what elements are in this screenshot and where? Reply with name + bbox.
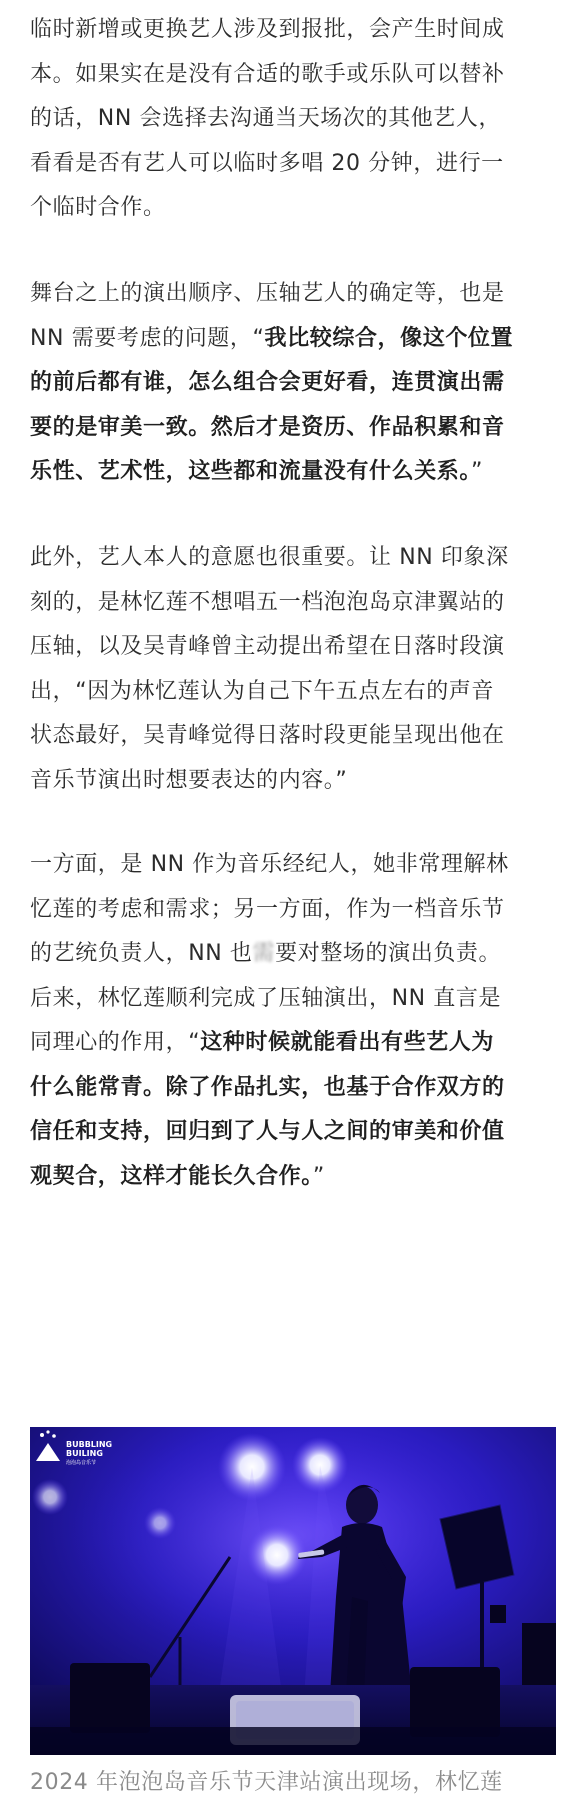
quote-bold: 的前后都有谁，怎么组合会更好看，连贯演出需 [30, 370, 505, 395]
text-line: 个临时合作。 [30, 195, 166, 220]
text-span: 要对整场的演出负责。 [275, 941, 502, 966]
text-line: 状态最好，吴青峰觉得日落时段更能呈现出他在 [30, 723, 505, 748]
logo-text-line1: BUBBLING [66, 1440, 113, 1449]
text-line: 压轴，以及吴青峰曾主动提出希望在日落时段演 [30, 634, 505, 659]
quote-bold: 什么能常青。除了作品扎实，也基于合作双方的 [30, 1074, 505, 1100]
text-line: 看看是否有艺人可以临时多唱 20 分钟，进行一 [30, 150, 504, 176]
spotlight [32, 1479, 68, 1515]
quote-bold: 乐性、艺术性，这些都和流量没有什么关系。 [30, 459, 472, 484]
text-span: 的艺统负责人，NN 也 [30, 941, 253, 966]
text-line: 出，“因为林忆莲认为自己下午五点左右的声音 [30, 678, 494, 704]
concert-photo-illustration [30, 1427, 556, 1755]
paragraph-4 [30, 843, 509, 1199]
paragraph-1 [30, 8, 505, 231]
text-line [30, 361, 513, 406]
paragraph-3 [30, 536, 509, 803]
text-line: 一方面，是 NN 作为音乐经纪人，她非常理解林 [30, 852, 509, 877]
text-line [30, 406, 513, 451]
text-line: 音乐节演出时想要表达的内容。” [30, 767, 348, 793]
quote-bold: 要的是审美一致。然后才是资历、作品积累和音 [30, 414, 505, 440]
logo-text-line2: BUILING [66, 1449, 103, 1458]
text-line [30, 1066, 509, 1111]
text-line [30, 317, 513, 362]
text-line [30, 1155, 509, 1200]
stage-edge [30, 1727, 556, 1755]
spotlight [144, 1507, 176, 1539]
stage-monitor [70, 1663, 150, 1733]
text-line: 的话，NN 会选择去沟通当天场次的其他艺人， [30, 106, 502, 131]
text-span: 同理心的作用，“ [30, 1030, 201, 1055]
text-line: 忆莲的考虑和需求；另一方面，作为一档音乐节 [30, 896, 505, 922]
quote-bold: 我比较综合，像这个位置 [264, 325, 514, 351]
photo-caption: 2024 年泡泡岛音乐节天津站演出现场，林忆莲 [30, 1770, 503, 1795]
stage-monitor [410, 1667, 500, 1737]
text-line: 此外，艺人本人的意愿也很重要。让 NN 印象深 [30, 545, 509, 570]
text-line: 后来，林忆莲顺利完成了压轴演出，NN 直言是 [30, 985, 502, 1011]
text-span: ” [312, 1163, 325, 1189]
quote-bold: 这种时候就能看出有些艺人为 [200, 1030, 495, 1055]
text-line [30, 1110, 509, 1155]
equipment [490, 1605, 506, 1623]
text-line: 舞台之上的演出顺序、压轴艺人的确定等，也是 [30, 281, 505, 306]
text-span: ” [471, 459, 484, 484]
text-line: 刻的，是林忆莲不想唱五一档泡泡岛京津翼站的 [30, 589, 505, 615]
text-line: 本。如果实在是没有合适的歌手或乐队可以替补 [30, 61, 505, 87]
logo-subtext: 泡泡岛音乐节 [66, 1460, 97, 1466]
text-line [30, 932, 509, 977]
quote-bold: 观契合，这样才能长久合作。 [30, 1163, 313, 1189]
blurred-char: 需 [252, 941, 276, 966]
text-line [30, 1021, 509, 1066]
text-line [30, 450, 513, 495]
text-line: 临时新增或更换艺人涉及到报批，会产生时间成 [30, 17, 505, 42]
quote-bold: 信任和支持，回归到了人与人之间的审美和价值 [30, 1119, 505, 1144]
text-span: NN 需要考虑的问题，“ [30, 325, 265, 351]
concert-photo [30, 1427, 556, 1755]
paragraph-2 [30, 272, 513, 495]
